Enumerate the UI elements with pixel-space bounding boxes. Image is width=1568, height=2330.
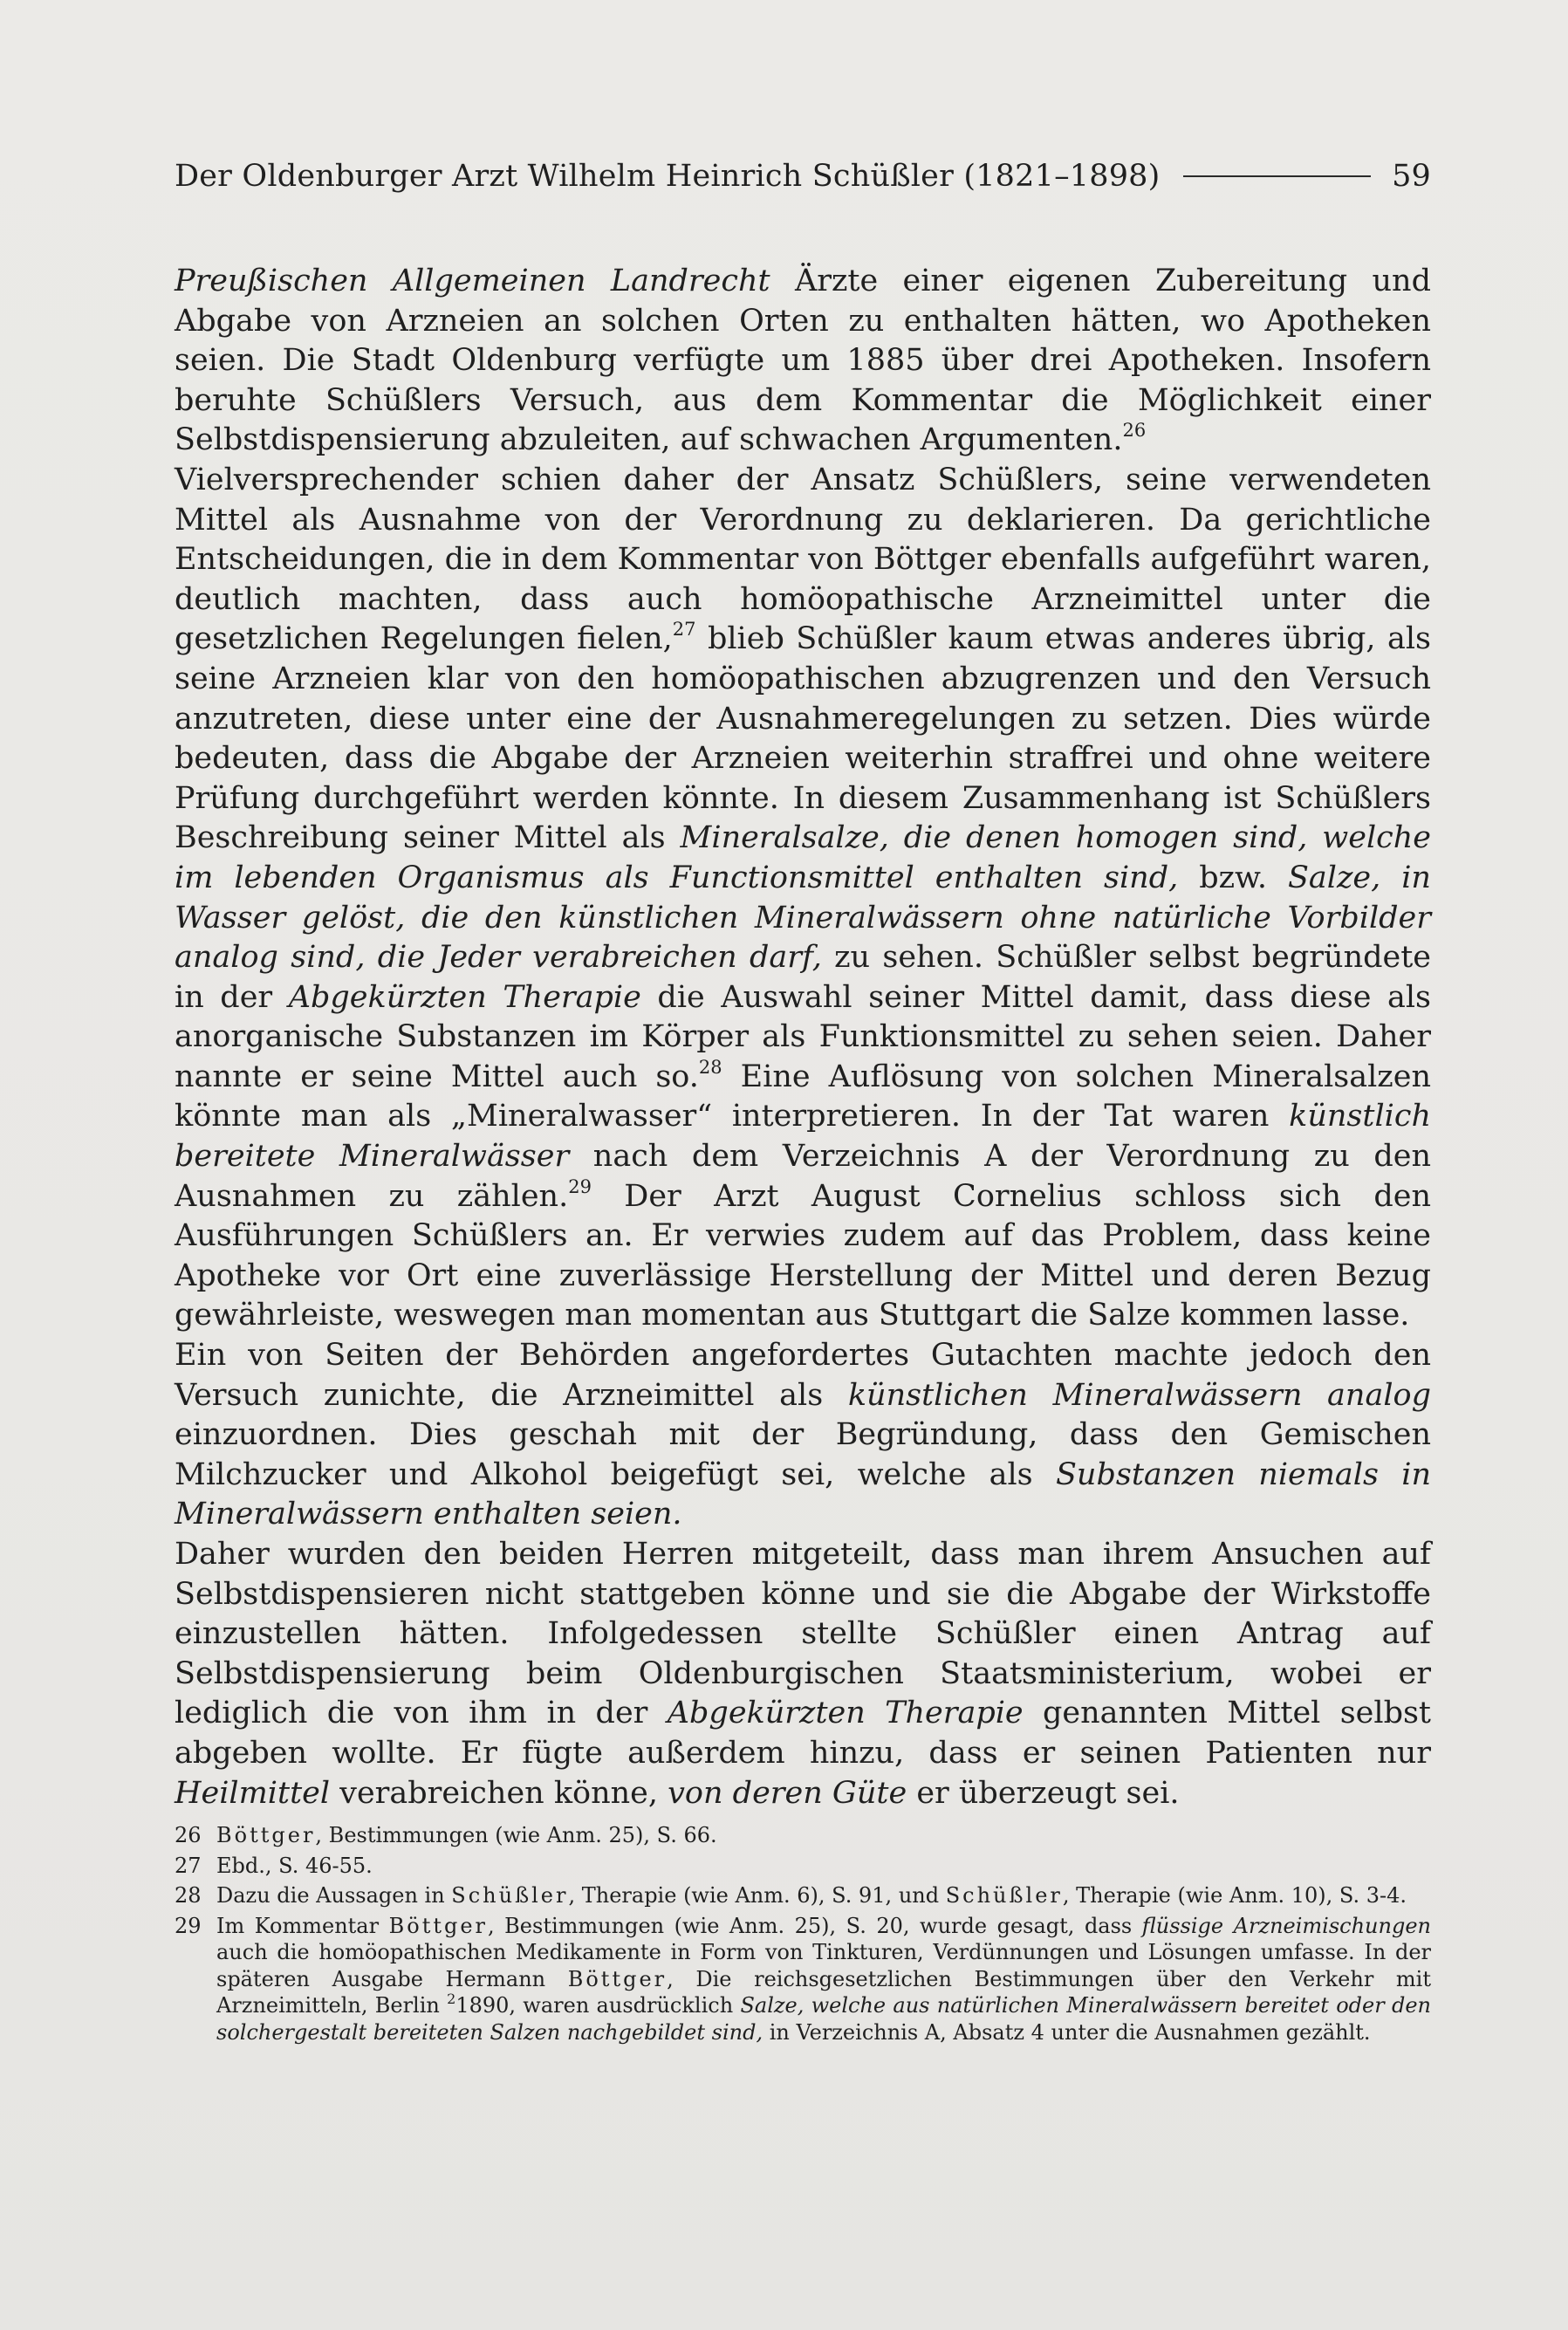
author-name: Böttger <box>216 1823 316 1847</box>
text-run: die Auswahl seiner Mittel damit, dass diese als anorganische Substanzen im Körper als Funktionsmittel zu sehen seien. Daher nannte er seine Mittel auch so. <box>175 979 1431 1094</box>
footnote-text <box>216 1882 1431 1909</box>
text-run: verabreichen könne, <box>330 1775 668 1811</box>
italic-text: Salze, in Wasser gelöst, die den künstlichen Mineralwässern ohne natürliche Vorbilder analog sind, die Jeder verabreichen darf, <box>175 860 1431 976</box>
footnote-ref: 29 <box>568 1175 592 1197</box>
footnote-number: 28 <box>175 1883 202 1908</box>
paragraph <box>175 1336 1431 1535</box>
italic-text: Abgekürzten Therapie <box>288 979 641 1015</box>
italic-text: Preußischen Allgemeinen Landrecht <box>175 264 770 298</box>
paragraph <box>175 1535 1431 1813</box>
footnote <box>175 1913 1431 2046</box>
author-name: Böttger <box>567 1966 668 1991</box>
text-run: Ein von Seiten der Behörden angefordertes Gutachten machte jedoch den Versuch zunichte, die Arzneimittel als <box>175 1338 1431 1413</box>
footnote-ref: 27 <box>672 619 696 641</box>
author-name: Schüßler <box>945 1883 1063 1908</box>
text-run: einzuordnen. Dies geschah mit der Begründung, dass den Gemischen Milchzucker und Alkohol beigefügt sei, welche als <box>175 1417 1431 1492</box>
text-run: blieb Schüßler kaum etwas anderes übrig, als seine Arzneien klar von den homöopathischen abzugrenzen und den Versuch anzutreten, diese unter eine der Ausnahmeregelungen zu setzen. Dies würde bedeuten, dass die Abgabe der Arzneien weiterhin straffrei und ohne weitere Prüfung durchgeführt werden könnte. In diesem Zusammenhang ist Schüßlers Beschreibung seiner Mittel als <box>175 621 1431 856</box>
text-run: Dazu die Aussagen in <box>216 1883 452 1908</box>
footnote-number: 29 <box>175 1913 202 1938</box>
text-run: , Therapie (wie Anm. 6), S. 91, und <box>568 1883 946 1908</box>
running-head-rule <box>1183 175 1372 177</box>
text-run: er überzeugt sei. <box>907 1775 1180 1811</box>
text-run: , Bestimmungen (wie Anm. 25), S. 20, wurde gesagt, dass <box>488 1913 1142 1938</box>
text-run: Im Kommentar <box>216 1913 389 1938</box>
text-run: Eine Auflösung von solchen Mineralsalzen könnte man als „Mineralwasser“ interpretieren. In der Tat waren <box>175 1059 1431 1134</box>
text-run: zu sehen. Schüßler selbst begründete in der <box>175 940 1432 1015</box>
text-run: , Die reichsgesetzlichen Bestimmungen über den Verkehr mit Arzneimitteln, Berlin <box>216 1966 1431 2018</box>
italic-text: Abgekürzten Therapie <box>667 1696 1024 1731</box>
text-run: genannten Mittel selbst abgeben wollte. Er fügte außerdem hinzu, dass er seinen Patienten nur <box>175 1696 1431 1771</box>
author-name: Böttger <box>388 1913 489 1938</box>
text-run: bzw. <box>1178 860 1288 895</box>
body-text <box>175 262 1431 1813</box>
footnote-ref: 2 <box>447 1991 456 2007</box>
text-run: Der Arzt August Cornelius schloss sich den Ausführungen Schüßlers an. Er verwies zudem auf das Problem, dass keine Apotheke vor Ort eine zuverlässige Herstellung der Mittel und deren Bezug gewährleiste, weswegen man momentan aus Stuttgart die Salze kommen lasse. <box>175 1178 1431 1333</box>
page-number: 59 <box>1392 159 1431 194</box>
footnote-number: 27 <box>175 1853 202 1878</box>
italic-text: künstlich bereitete Mineralwässer <box>175 1099 1431 1175</box>
footnote-text <box>216 1822 1431 1849</box>
italic-text: von deren Güte <box>668 1775 907 1811</box>
text-run: 1890, waren ausdrücklich <box>455 1993 741 2018</box>
italic-text: Salze, welche aus natürlichen Mineralwässern bereitet oder den solchergestalt bereiteten Salzen nachgebildet sind, <box>216 1993 1431 2045</box>
text-run: Ebd., S. 46-55. <box>216 1853 373 1878</box>
italic-text: Heilmittel <box>175 1775 331 1811</box>
paragraph <box>175 262 1431 461</box>
footnotes <box>175 1822 1431 2049</box>
text-run: Vielversprechender schien daher der Ansatz Schüßlers, seine verwendeten Mittel als Ausnahme von der Verordnung zu deklarieren. Da gerichtliche Entscheidungen, die in dem Kommentar von Böttger ebenfalls aufgeführt waren, deutlich machten, dass auch homöopathische Arzneimittel unter die gesetzlichen Regelungen fielen, <box>175 462 1431 657</box>
running-head <box>175 159 1431 202</box>
footnote <box>175 1822 1431 1849</box>
footnote <box>175 1853 1431 1880</box>
italic-text: künstlichen Mineralwässern analog <box>847 1377 1431 1413</box>
text-run: nach dem Verzeichnis A der Verordnung zu den Ausnahmen zu zählen. <box>175 1139 1431 1214</box>
italic-text: Mineralsalze, die denen homogen sind, welche im lebenden Organismus als Functionsmittel enthalten sind, <box>175 820 1432 895</box>
text-run: Ärzte einer eigenen Zubereitung und Abgabe von Arzneien an solchen Orten zu enthalten hätten, wo Apotheken seien. Die Stadt Oldenburg verfügte um 1885 über drei Apotheken. Insofern beruhte Schüßlers Versuch, aus dem Kommentar die Möglichkeit einer Selbstdispensierung abzuleiten, auf schwachen Argumenten. <box>175 264 1431 458</box>
footnote-text <box>216 1853 1431 1880</box>
paragraph <box>175 461 1431 1336</box>
footnote-number: 26 <box>175 1823 202 1847</box>
footnote-text <box>216 1913 1431 2046</box>
text-run: Daher wurden den beiden Herren mitgeteilt, dass man ihrem Ansuchen auf Selbstdispensieren nicht stattgeben könne und sie die Abgabe der Wirkstoffe einzustellen hätten. Infolgedessen stellte Schüßler einen Antrag auf Selbstdispensierung beim Oldenburgischen Staatsministerium, wobei er lediglich die von ihm in der <box>175 1537 1431 1731</box>
running-head-title: Der Oldenburger Arzt Wilhelm Heinrich Schüßler (1821–1898) <box>175 159 1161 194</box>
italic-text: Substanzen niemals in Mineralwässern enthalten seien. <box>175 1456 1431 1532</box>
author-name: Schüßler <box>451 1883 569 1908</box>
text-run: , Bestimmungen (wie Anm. 25), S. 66. <box>315 1823 717 1847</box>
text-run: auch die homöopathischen Medikamente in Form von Tinkturen, Verdünnungen und Lösungen umfasse. In der späteren Ausgabe Hermann <box>216 1940 1431 1991</box>
footnote-ref: 28 <box>698 1056 722 1078</box>
italic-text: flüssige Arzneimischungen <box>1141 1913 1431 1938</box>
text-run: in Verzeichnis A, Absatz 4 unter die Ausnahmen gezählt. <box>763 2019 1371 2045</box>
footnote <box>175 1882 1431 1909</box>
text-run: , Therapie (wie Anm. 10), S. 3-4. <box>1062 1883 1407 1908</box>
footnote-ref: 26 <box>1122 420 1147 442</box>
